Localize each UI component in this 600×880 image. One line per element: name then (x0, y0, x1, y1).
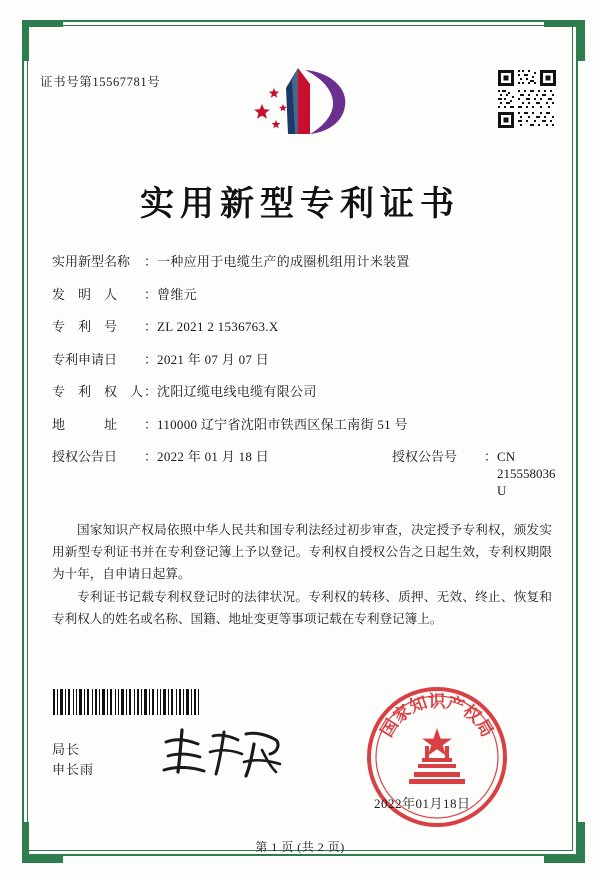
seal-text: 国家知识产权局 (377, 692, 497, 741)
field-value: 曾维元 (157, 286, 197, 302)
corner-ornament-top-right (544, 20, 585, 61)
certificate-number: 证书号第15567781号 (40, 75, 161, 89)
field-colon: ： (144, 416, 158, 432)
field-label-grant-date: 授权公告日 (52, 449, 118, 464)
field-value: 110000 辽宁省沈阳市铁西区保工南街 51 号 (157, 416, 408, 432)
field-value-grant-date: 2022 年 01 月 18 日 (157, 449, 270, 464)
qr-code-icon (496, 68, 558, 130)
field-value: 沈阳辽缆电线电缆有限公司 (157, 384, 317, 399)
paragraph-registry-statement: 专利证书记载专利权登记时的法律状况。专利权的转移、质押、无效、终止、恢复和专利权人的姓名或名称、国籍、地址变更等事项记载在专利登记簿上。 (52, 590, 552, 626)
field-colon: ： (144, 384, 158, 399)
field-label: 专 利 权 人 (52, 384, 144, 399)
corner-ornament-top-left (22, 20, 63, 61)
field-value: 一种应用于电缆生产的成圈机组用计米装置 (157, 254, 410, 269)
field-label: 专 利 号 (52, 319, 118, 334)
field-row-application-date (52, 351, 552, 368)
field-label: 地 址 (52, 416, 118, 432)
field-colon: ： (144, 254, 158, 269)
field-colon: ： (144, 286, 158, 302)
field-value-grant-number: CN 215558036 U (497, 449, 556, 498)
field-row-address (52, 416, 552, 433)
field-colon: ： (484, 449, 498, 464)
director-title-label: 局长 (52, 742, 81, 757)
barcode (52, 689, 200, 715)
page-title: 实用新型专利证书 (140, 184, 460, 224)
seal-date: 2022年01月18日 (374, 796, 471, 811)
signature-labels (52, 740, 94, 780)
field-label: 发 明 人 (52, 286, 118, 302)
paragraph-grant-statement: 国家知识产权局依照中华人民共和国专利法经过初步审查，决定授予专利权，颁发实用新型专利证书并在专利登记簿上予以登记。专利权自授权公告之日起生效，专利权期限为十年，自申请日起算。 (52, 523, 552, 581)
field-row-invention-name (52, 253, 552, 270)
field-colon: ： (144, 351, 158, 367)
cnipa-logo-icon (248, 64, 354, 140)
field-value: 2021 年 07 月 07 日 (157, 351, 270, 367)
field-row-grant-announcement (52, 448, 556, 499)
field-label-grant-number: 授权公告号 (392, 449, 458, 464)
field-value: ZL 2021 2 1536763.X (157, 319, 279, 334)
field-label: 实用新型名称 (52, 254, 131, 269)
field-colon: ： (144, 449, 158, 464)
fields-list (52, 253, 556, 515)
page-footer: 第 1 页 (共 2 页) (255, 840, 345, 854)
field-row-patent-number (52, 318, 552, 335)
field-label: 专利申请日 (52, 351, 118, 367)
director-name-label: 申长雨 (52, 762, 95, 777)
handwritten-signature (158, 726, 288, 782)
field-colon: ： (144, 319, 158, 334)
field-row-inventor (52, 286, 552, 303)
field-row-patentee (52, 383, 552, 400)
